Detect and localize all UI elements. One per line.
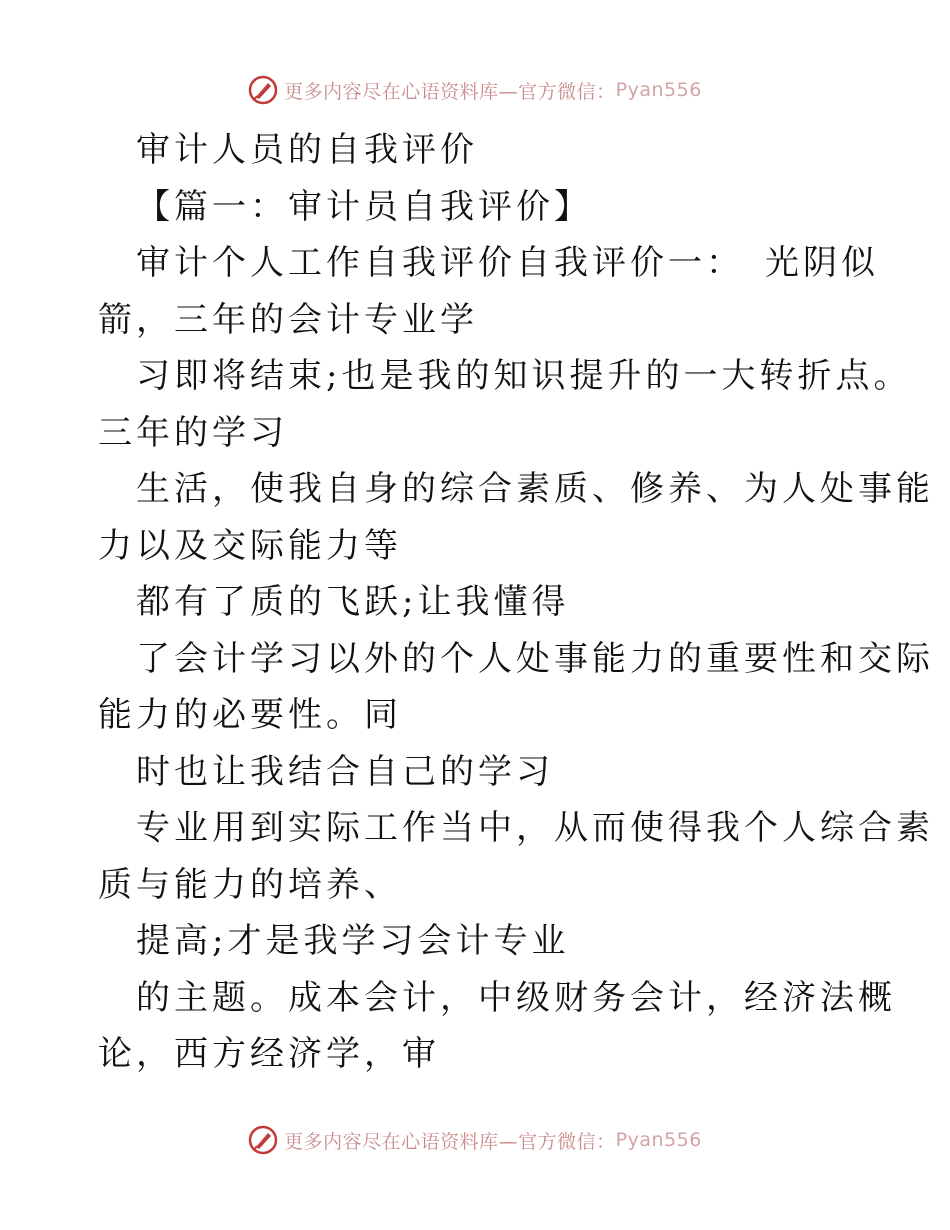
- quill-pen-logo-icon: [248, 75, 278, 105]
- text-line: 质与能力的培养、: [98, 864, 402, 905]
- text-line: 的主题。成本会计，中级财务会计，经济法概: [136, 977, 896, 1018]
- text-line: 箭，三年的会计专业学: [98, 299, 478, 340]
- text-line: 提高;才是我学习会计专业: [136, 921, 570, 961]
- text-line: 论，西方经济学，审: [98, 1034, 440, 1074]
- document-title: 审计人员的自我评价: [136, 130, 478, 170]
- text-line: 了会计学习以外的个人处事能力的重要性和交际: [136, 638, 934, 679]
- banner-text: 更多内容尽在心语资料库—官方微信：: [284, 80, 616, 103]
- document-body: [98, 122, 934, 1083]
- text-line: 专业用到实际工作当中，从而使得我个人综合素: [136, 808, 934, 848]
- text-line: 都有了质的飞跃;让我懂得: [136, 582, 570, 622]
- section-heading: 【篇一：审计员自我评价】: [136, 186, 592, 227]
- text-line: 生活，使我自身的综合素质、修养、为人处事能: [136, 469, 934, 509]
- banner-text: 更多内容尽在心语资料库—官方微信：: [284, 1130, 616, 1153]
- footer-banner: [0, 1120, 950, 1160]
- text-line: 审计个人工作自我评价自我评价一： 光阴似: [136, 243, 879, 283]
- text-line: 能力的必要性。同: [98, 695, 402, 735]
- banner-handle: Pyan556: [615, 1129, 702, 1151]
- text-line: 时也让我结合自己的学习: [136, 751, 554, 792]
- text-line: 力以及交际能力等: [98, 525, 402, 566]
- banner-handle: Pyan556: [615, 79, 702, 101]
- text-line: 习即将结束;也是我的知识提升的一大转折点。: [136, 356, 912, 396]
- text-line: 三年的学习: [98, 412, 288, 453]
- quill-pen-logo-icon: [248, 1125, 278, 1155]
- header-banner: [0, 70, 950, 110]
